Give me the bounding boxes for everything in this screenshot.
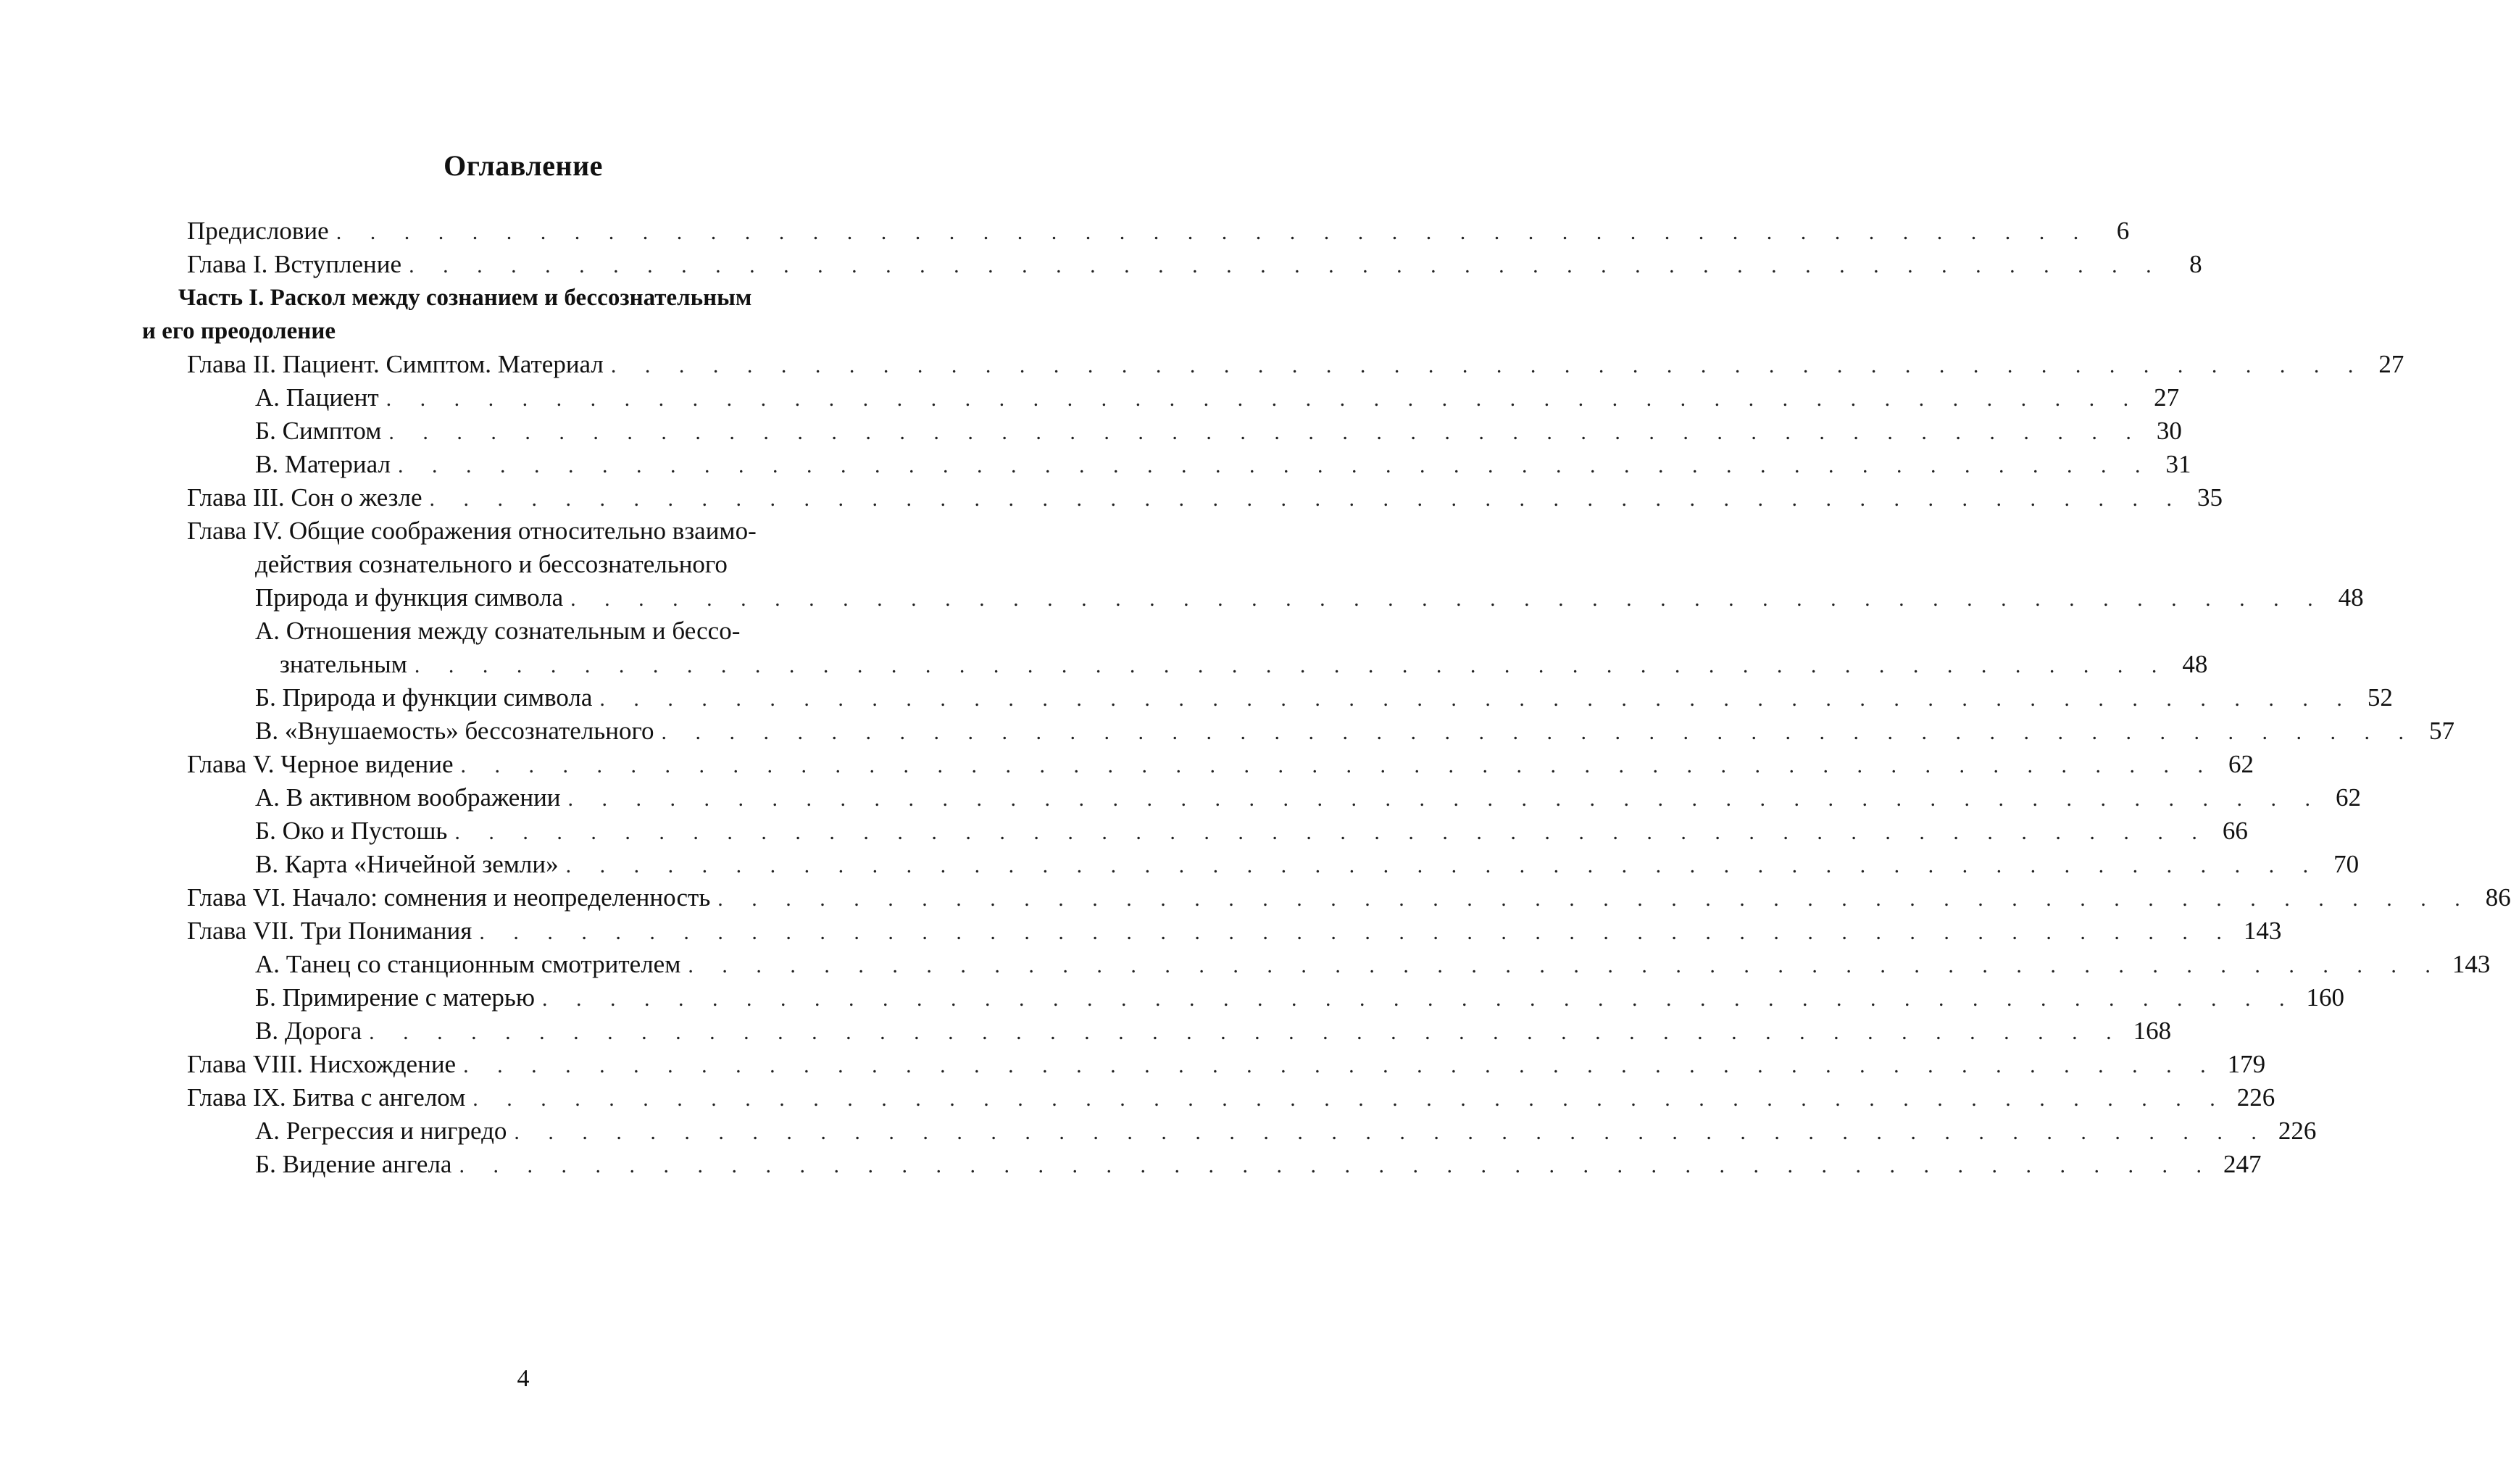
toc-entry-9a[interactable] — [255, 1114, 2317, 1148]
entry-label: знательным — [280, 650, 407, 678]
entry-page: 168 — [2133, 1017, 2172, 1045]
dot-leader: . . . . . . . . . . . . . . . . . . . . . . . . . . . . . . . . . . . . . . . . . . . . . . . . . . . . — [479, 920, 2233, 944]
entry-page: 8 — [2189, 250, 2202, 278]
entry-label: Глава VII. Три Понимания — [187, 917, 472, 945]
entry-label: Б. Симптом — [255, 417, 382, 445]
dot-leader: . . . . . . . . . . . . . . . . . . . . . . . . . . . . . . . . . . . . . . . . . . . . . . . . . . . . — [565, 854, 2320, 878]
entry-label: Б. Видение ангела — [255, 1150, 452, 1178]
toc-entry-7b[interactable] — [255, 981, 2345, 1014]
entry-page: 179 — [2227, 1050, 2266, 1078]
entry-page: 62 — [2336, 783, 2362, 812]
dot-leader: . . . . . . . . . . . . . . . . . . . . . . . . . . . . . . . . . . . . . . . . . . . . . . . . . . . . — [472, 1087, 2227, 1111]
dot-leader: . . . . . . . . . . . . . . . . . . . . . . . . . . . . . . . . . . . . . . . . . . . . . . . . . . . . — [688, 954, 2442, 977]
toc-entry-4a-line-2[interactable] — [280, 648, 2208, 681]
entry-page: 143 — [2452, 950, 2491, 978]
toc-entry-5a[interactable] — [255, 781, 2362, 814]
entry-page: 52 — [2367, 683, 2393, 712]
entry-label: Глава V. Черное видение — [187, 750, 454, 778]
entry-label: А. Пациент — [255, 383, 379, 412]
entry-label: Глава IX. Битва с ангелом — [187, 1083, 466, 1112]
entry-page: 160 — [2306, 983, 2345, 1012]
entry-label: Б. Примирение с матерью — [255, 983, 536, 1012]
toc-title: Оглавление — [444, 149, 603, 182]
toc-entry-4c[interactable] — [255, 714, 2454, 748]
entry-label: В. Карта «Ничейной земли» — [255, 850, 559, 878]
entry-page: 48 — [2338, 583, 2364, 612]
entry-label: А. Отношения между сознательным и бессо- — [255, 617, 741, 645]
dot-leader: . . . . . . . . . . . . . . . . . . . . . . . . . . . . . . . . . . . . . . . . . . . . . . . . . . . . — [397, 454, 2152, 478]
toc-entry-5c[interactable] — [255, 848, 2360, 881]
entry-label: действия сознательного и бессознательного — [255, 550, 728, 578]
entry-page: 66 — [2222, 817, 2248, 845]
dot-leader: . . . . . . . . . . . . . . . . . . . . . . . . . . . . . . . . . . . . . . . . . . . . . . . . . . . . — [570, 587, 2325, 611]
dot-leader: . . . . . . . . . . . . . . . . . . . . . . . . . . . . . . . . . . . . . . . . . . . . . . . . . . . . — [429, 487, 2184, 511]
toc-entry-chapter-8[interactable] — [187, 1048, 2266, 1081]
dot-leader: . . . . . . . . . . . . . . . . . . . . . . . . . . . . . . . . . . . . . . . . . . . . . . . . . . . . — [661, 720, 2415, 744]
entry-label: А. Танец со станционным смотрителем — [255, 950, 681, 978]
entry-page: 70 — [2333, 850, 2360, 878]
entry-label: Глава III. Сон о жезле — [187, 483, 422, 512]
entry-page: 247 — [2223, 1150, 2262, 1178]
toc-entry-chapter-4-line-2[interactable] — [255, 548, 913, 581]
entry-label: Предисловие — [187, 217, 329, 245]
entry-label: Б. Природа и функции символа — [255, 683, 593, 712]
entry-page: 48 — [2182, 650, 2208, 678]
entry-page: 57 — [2428, 717, 2454, 745]
dot-leader: . . . . . . . . . . . . . . . . . . . . . . . . . . . . . . . . . . . . . . . . . . . . . . . . . . . . — [409, 254, 2163, 278]
entry-page: 31 — [2165, 450, 2191, 478]
toc-entry-5b[interactable] — [255, 814, 2248, 848]
toc-entry-chapter-9[interactable] — [187, 1081, 2275, 1114]
entry-label: В. Дорога — [255, 1017, 362, 1045]
entry-label: Глава IV. Общие соображения относительно взаимо- — [187, 517, 757, 545]
toc-entry-9b[interactable] — [255, 1148, 2262, 1181]
dot-leader: . . . . . . . . . . . . . . . . . . . . . . . . . . . . . . . . . . . . . . . . . . . . . . . . . . . . — [388, 420, 2143, 444]
toc-entry-chapter-2[interactable] — [187, 348, 2404, 381]
entry-page: 143 — [2243, 917, 2282, 945]
entry-page: 226 — [2278, 1117, 2317, 1145]
dot-leader: . . . . . . . . . . . . . . . . . . . . . . . . . . . . . . . . . . . . . . . . . . . . . . . . . . . . — [336, 220, 2091, 244]
toc-entry-chapter-4-line-1[interactable] — [187, 514, 913, 548]
dot-leader: . . . . . . . . . . . . . . . . . . . . . . . . . . . . . . . . . . . . . . . . . . . . . . . . . . . . — [514, 1120, 2268, 1144]
toc-entry-7c[interactable] — [255, 1014, 2172, 1048]
dot-leader: . . . . . . . . . . . . . . . . . . . . . . . . . . . . . . . . . . . . . . . . . . . . . . . . . . . . — [414, 654, 2169, 678]
dot-leader: . . . . . . . . . . . . . . . . . . . . . . . . . . . . . . . . . . . . . . . . . . . . . . . . . . . . — [717, 887, 2472, 911]
entry-label: В. «Внушаемость» бессознательного — [255, 717, 654, 745]
entry-page: 27 — [2154, 383, 2180, 412]
toc-entry-preface[interactable] — [187, 214, 2130, 248]
entry-label: Глава II. Пациент. Симптом. Материал — [187, 350, 604, 378]
part-heading-line-1: Часть I. Раскол между сознанием и бессознательным — [178, 285, 752, 311]
entry-page: 35 — [2197, 483, 2223, 512]
toc-entry-chapter-3[interactable] — [187, 481, 2223, 514]
toc-entry-2c[interactable] — [255, 448, 2191, 481]
dot-leader: . . . . . . . . . . . . . . . . . . . . . . . . . . . . . . . . . . . . . . . . . . . . . . . . . . . . — [463, 1054, 2218, 1077]
toc-entry-7a[interactable] — [255, 948, 2491, 981]
entry-page: 27 — [2378, 350, 2404, 378]
entry-label: Глава I. Вступление — [187, 250, 402, 278]
toc-entry-2b[interactable] — [255, 414, 2182, 448]
entry-label: Б. Око и Пустошь — [255, 817, 448, 845]
toc-entry-2a[interactable] — [255, 381, 2180, 414]
entry-page: 30 — [2156, 417, 2182, 445]
dot-leader: . . . . . . . . . . . . . . . . . . . . . . . . . . . . . . . . . . . . . . . . . . . . . . . . . . . . — [386, 387, 2141, 411]
entry-label: А. В активном воображении — [255, 783, 561, 812]
entry-label: Глава VIII. Нисхождение — [187, 1050, 457, 1078]
dot-leader: . . . . . . . . . . . . . . . . . . . . . . . . . . . . . . . . . . . . . . . . . . . . . . . . . . . . — [599, 687, 2354, 711]
entry-label: В. Материал — [255, 450, 391, 478]
entry-label: Природа и функция символа — [255, 583, 564, 612]
entry-label: Глава VI. Начало: сомнения и неопределенность — [187, 883, 711, 912]
dot-leader: . . . . . . . . . . . . . . . . . . . . . . . . . . . . . . . . . . . . . . . . . . . . . . . . . . . . — [542, 987, 2296, 1011]
toc-entry-chapter-7[interactable] — [187, 914, 2282, 948]
dot-leader: . . . . . . . . . . . . . . . . . . . . . . . . . . . . . . . . . . . . . . . . . . . . . . . . . . . . — [459, 1154, 2213, 1177]
entry-page: 226 — [2236, 1083, 2275, 1112]
toc-entry-4a-line-1[interactable] — [255, 614, 913, 648]
dot-leader: . . . . . . . . . . . . . . . . . . . . . . . . . . . . . . . . . . . . . . . . . . . . . . . . . . . . — [454, 820, 2209, 844]
entry-page: 86 — [2485, 883, 2511, 912]
entry-page: 6 — [2116, 217, 2130, 245]
dot-leader: . . . . . . . . . . . . . . . . . . . . . . . . . . . . . . . . . . . . . . . . . . . . . . . . . . . . — [567, 787, 2323, 811]
toc-entry-chapter-5[interactable] — [187, 748, 2254, 781]
entry-label: А. Регрессия и нигредо — [255, 1117, 507, 1145]
dot-leader: . . . . . . . . . . . . . . . . . . . . . . . . . . . . . . . . . . . . . . . . . . . . . . . . . . . . — [610, 354, 2365, 378]
page-number: 4 — [517, 1365, 530, 1392]
toc-entry-chapter-4-line-3[interactable] — [255, 581, 2364, 614]
dot-leader: . . . . . . . . . . . . . . . . . . . . . . . . . . . . . . . . . . . . . . . . . . . . . . . . . . . . — [369, 1020, 2123, 1044]
toc-entry-4b[interactable] — [255, 681, 2393, 714]
dot-leader: . . . . . . . . . . . . . . . . . . . . . . . . . . . . . . . . . . . . . . . . . . . . . . . . . . . . — [460, 754, 2215, 778]
toc-entry-chapter-1[interactable] — [187, 248, 2202, 281]
toc-entry-chapter-6[interactable] — [187, 881, 2511, 914]
part-heading-line-2: и его преодоление — [142, 318, 336, 344]
entry-page: 62 — [2228, 750, 2254, 778]
